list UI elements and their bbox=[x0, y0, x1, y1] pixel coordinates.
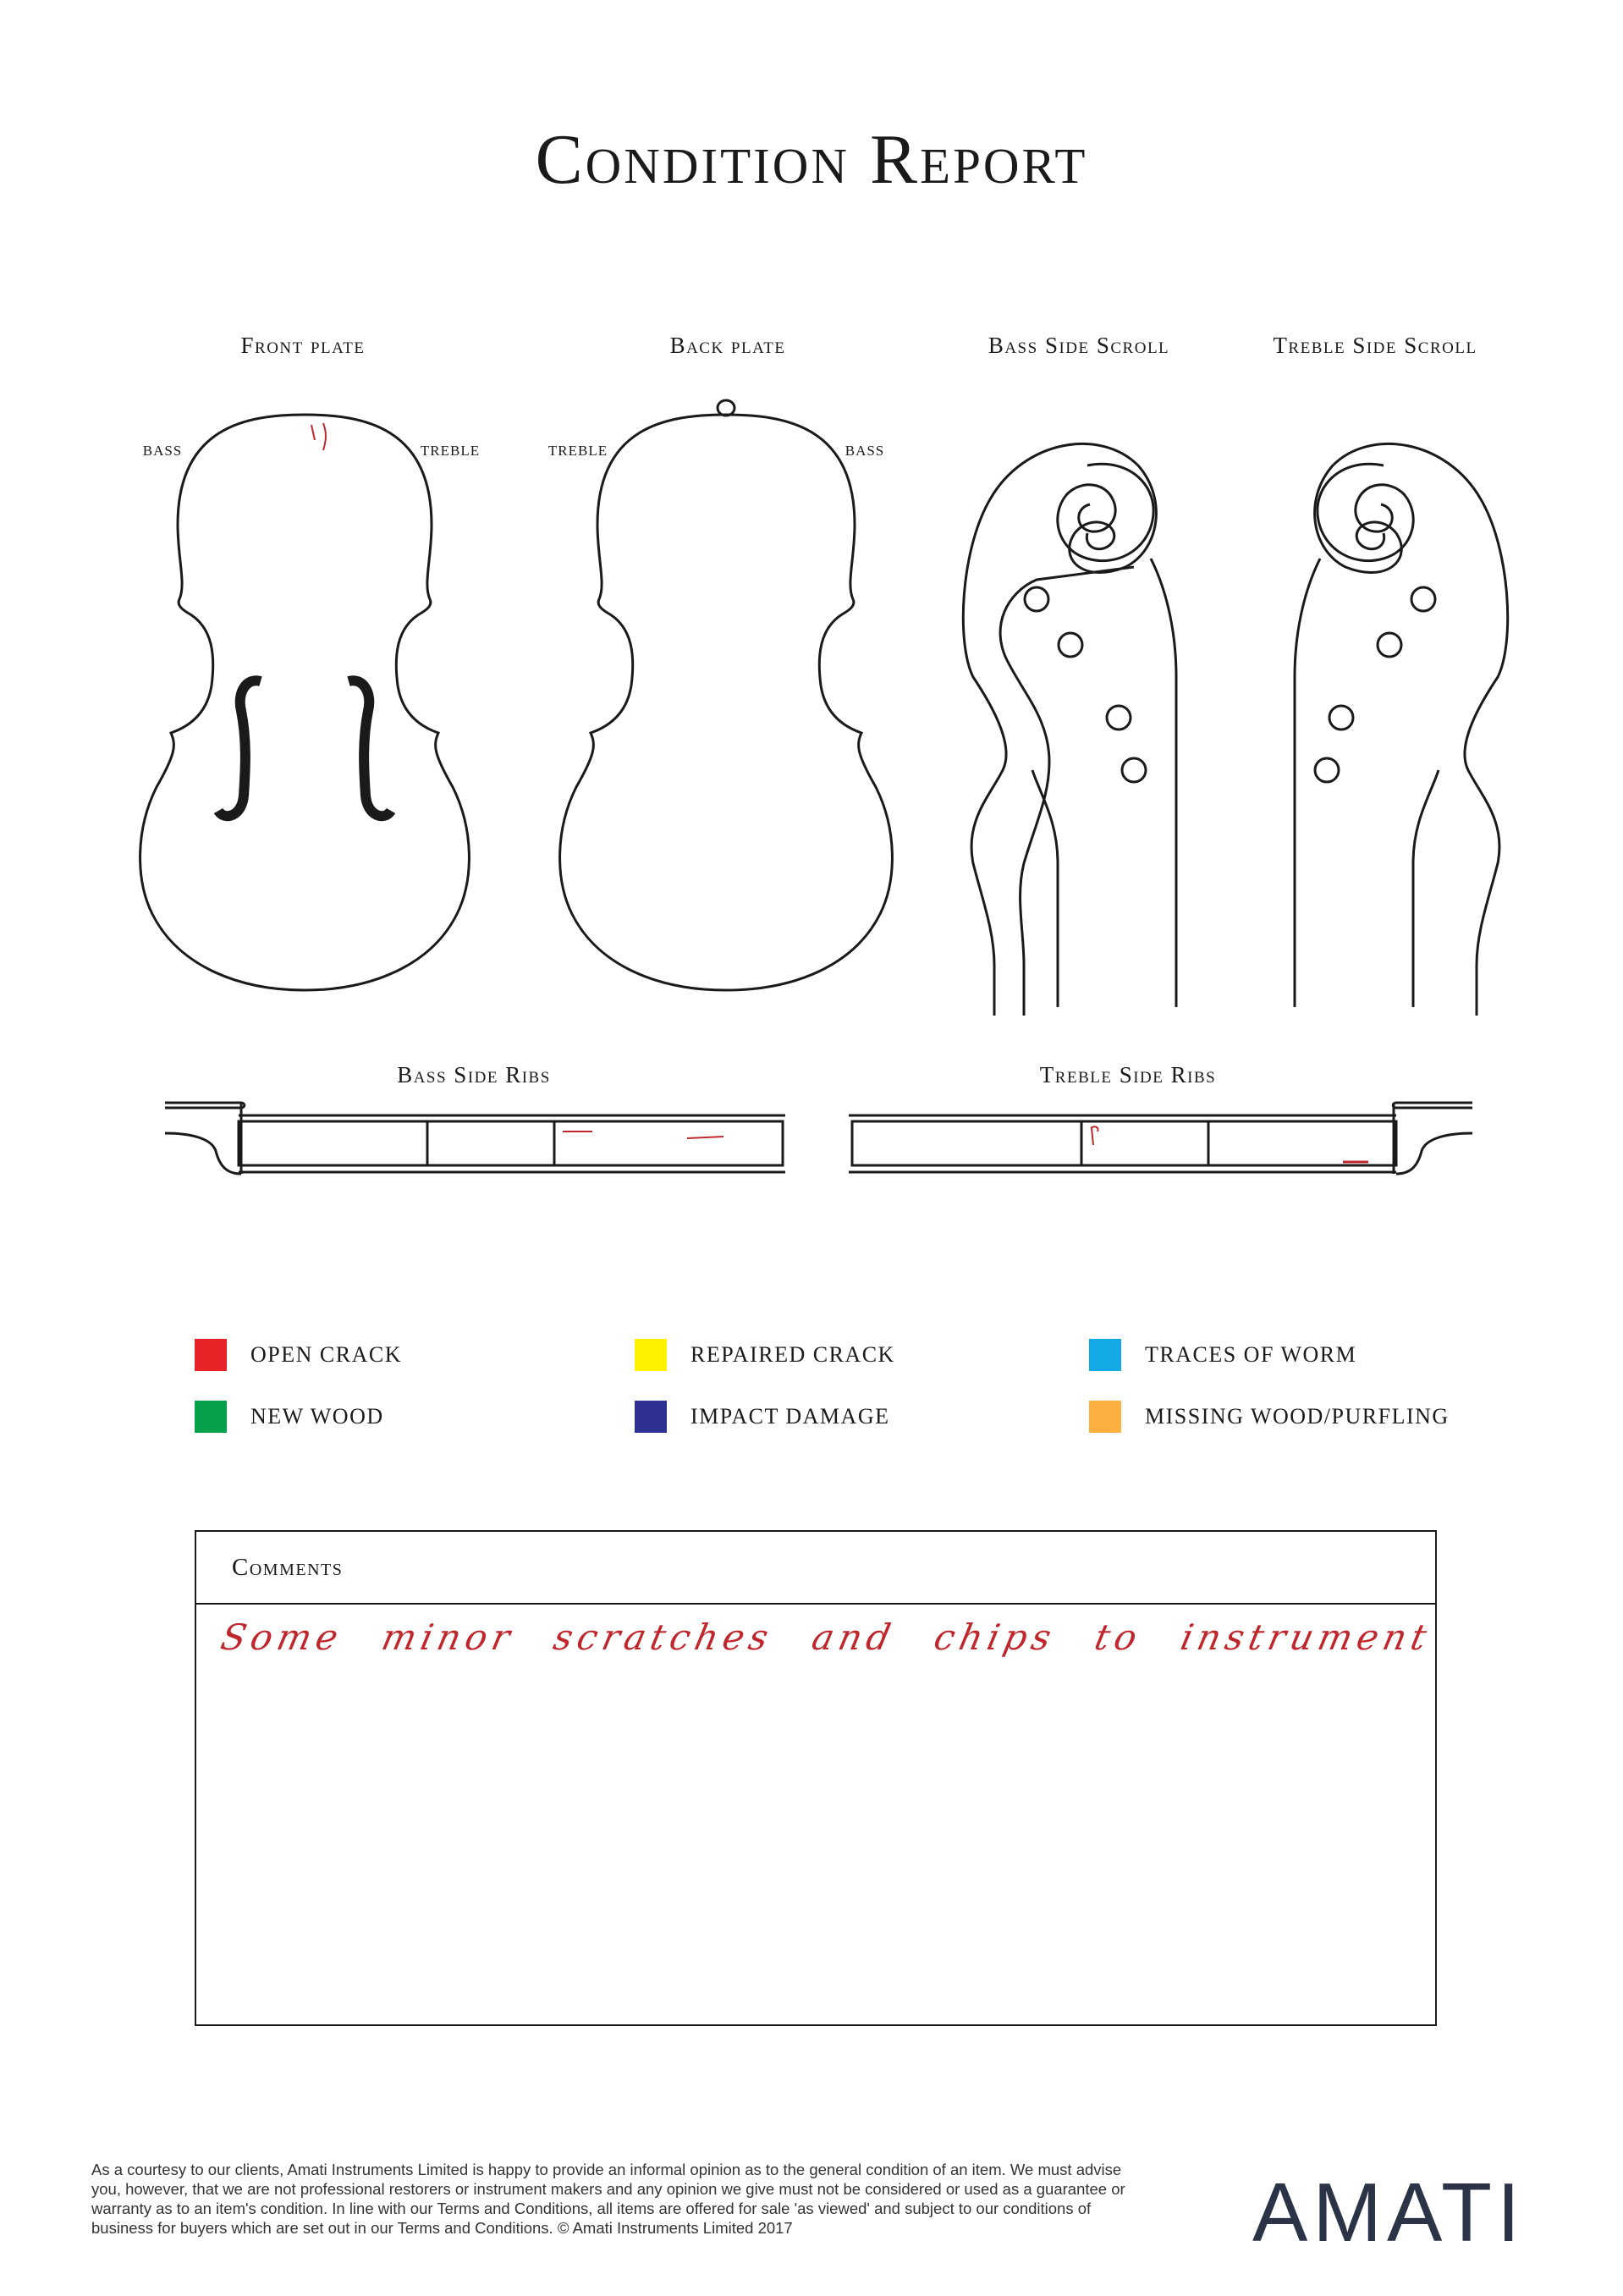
peg-hole-8 bbox=[1315, 758, 1339, 782]
peg-hole-6 bbox=[1378, 633, 1401, 657]
peg-hole-5 bbox=[1411, 587, 1435, 611]
legend-label-traces-of-worm: TRACES OF WORM bbox=[1145, 1342, 1357, 1367]
treble-side-scroll-diagram bbox=[1269, 423, 1515, 1016]
bass-side-scroll-caption: Bass Side Scroll bbox=[988, 333, 1170, 358]
legend-swatch-repaired-crack bbox=[635, 1339, 667, 1371]
bass-side-ribs-caption: Bass Side Ribs bbox=[397, 1062, 551, 1087]
front-plate-treble-label: TREBLE bbox=[420, 443, 481, 459]
treble-scroll-neck bbox=[1295, 559, 1439, 1007]
treble-ribs-neck-profile bbox=[1393, 1103, 1472, 1174]
bass-scroll-neck bbox=[956, 423, 1202, 1016]
bass-side-ribs-diagram bbox=[161, 1096, 795, 1181]
treble-ribs-band bbox=[852, 1121, 1396, 1165]
f-hole-right bbox=[349, 680, 391, 816]
peg-hole-7 bbox=[1329, 706, 1353, 730]
legend-new-wood bbox=[195, 1401, 384, 1433]
treble-side-ribs-diagram bbox=[842, 1096, 1477, 1181]
front-plate-caption: Front plate bbox=[240, 333, 366, 358]
back-plate-button bbox=[718, 400, 734, 416]
front-plate-outline bbox=[140, 415, 470, 990]
back-plate-bass-label: BASS bbox=[845, 443, 885, 459]
bass-ribs-scratch-2 bbox=[687, 1137, 723, 1138]
comments-box[interactable] bbox=[195, 1530, 1437, 2026]
comments-text: Some minor scratches and chips to instrument bbox=[217, 1616, 1436, 1658]
legend-swatch-new-wood bbox=[195, 1401, 227, 1433]
front-plate-crack-mark bbox=[311, 423, 326, 450]
bass-ribs-neck-profile bbox=[165, 1103, 245, 1174]
legend-swatch-impact-damage bbox=[635, 1401, 667, 1433]
legend-traces-of-worm bbox=[1089, 1339, 1356, 1371]
legend-impact-damage bbox=[635, 1401, 890, 1433]
legend-swatch-missing-wood-purfling bbox=[1089, 1401, 1121, 1433]
legend-swatch-open-crack bbox=[195, 1339, 227, 1371]
legend-label-missing-wood-purfling: MISSING WOOD/PURFLING bbox=[1145, 1404, 1450, 1429]
treble-scroll-volute-outer bbox=[1318, 464, 1413, 560]
legend-label-open-crack: OPEN CRACK bbox=[250, 1342, 402, 1367]
legend-swatch-traces-of-worm bbox=[1089, 1339, 1121, 1371]
legend-label-repaired-crack: REPAIRED CRACK bbox=[690, 1342, 895, 1367]
legend-repaired-crack bbox=[635, 1339, 895, 1371]
front-plate-bass-label: BASS bbox=[142, 443, 183, 459]
back-plate-outline bbox=[560, 415, 893, 990]
front-plate-diagram bbox=[118, 406, 491, 1016]
page-title: Condition Report bbox=[535, 120, 1088, 199]
treble-ribs-crack-mark bbox=[1091, 1126, 1098, 1145]
disclaimer-text: As a courtesy to our clients, Amati Instruments Limited is happy to provide an informal opinion as to the general condition of an item. We must advise you, however, that we are not professional restorers or instrument makers and any opinion we give must not be considered or used as a guarantee or warranty as to an item's condition. In line with our Terms and Conditions, all items are offered for sale 'as viewed' and subject to our conditions of business for buyers which are set out in our Terms and Conditions. © Amati Instruments Limited 2017 bbox=[91, 2161, 1125, 2237]
bass-ribs-band bbox=[239, 1121, 783, 1165]
legend-missing-wood-purfling bbox=[1089, 1401, 1450, 1433]
legend-open-crack bbox=[195, 1339, 402, 1371]
treble-side-ribs-caption: Treble Side Ribs bbox=[1039, 1062, 1217, 1087]
f-hole-left bbox=[218, 680, 261, 816]
back-plate-caption: Back plate bbox=[669, 333, 786, 358]
back-plate-diagram bbox=[542, 394, 914, 1011]
back-plate-treble-label: TREBLE bbox=[547, 443, 608, 459]
legend-label-impact-damage: IMPACT DAMAGE bbox=[690, 1404, 890, 1429]
comments-heading: Comments bbox=[196, 1532, 1435, 1605]
legend-label-new-wood: NEW WOOD bbox=[250, 1404, 384, 1429]
treble-side-scroll-caption: Treble Side Scroll bbox=[1273, 333, 1477, 358]
amati-logo: AMATI bbox=[1252, 2166, 1526, 2259]
